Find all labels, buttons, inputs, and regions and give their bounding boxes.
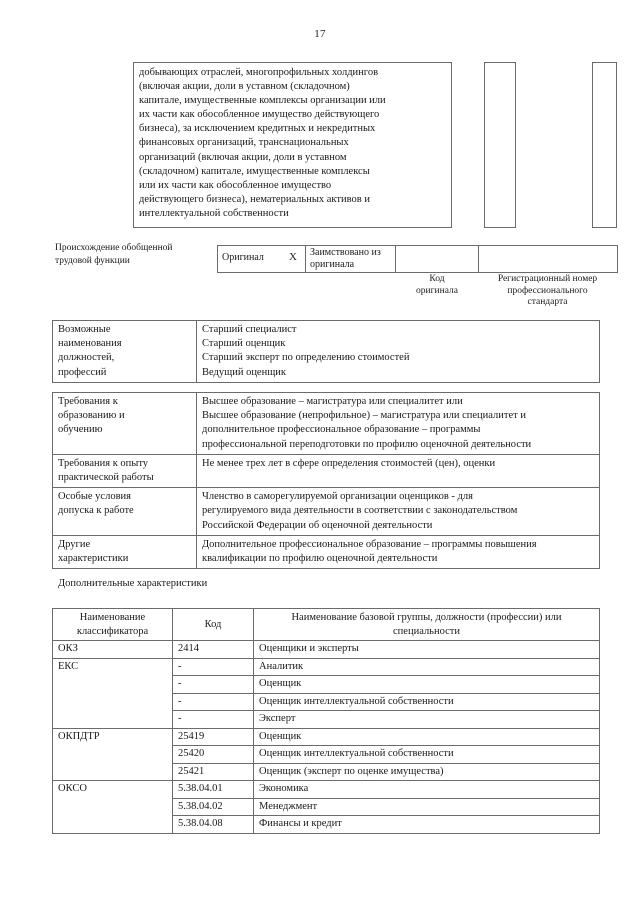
paragraph-line: их части как обособленное имущество действующего [139, 109, 380, 121]
origin-original-mark: X [289, 251, 297, 263]
caption-code-line2: оригинала [416, 285, 458, 296]
classifier-name-cell: ОКЗ [53, 641, 173, 659]
classifier-header-name [53, 609, 173, 641]
table-row [53, 393, 600, 455]
requirement-label-cell [53, 454, 197, 487]
classifier-code-cell: - [173, 658, 254, 676]
requirement-label-line: практической работы [58, 472, 154, 484]
requirement-label-line: обучению [58, 424, 103, 436]
classifier-code-cell: 5.38.04.08 [173, 816, 254, 834]
positions-label-line: должностей, [58, 352, 115, 364]
classifier-code-cell: 2414 [173, 641, 254, 659]
paragraph-line: (включая акции, доли в уставном (складочном) [139, 81, 350, 93]
caption-code-of-original [396, 274, 478, 297]
position-name: Старший специалист [202, 324, 297, 335]
positions-label-lines [58, 323, 191, 380]
requirement-label-line: характеристики [58, 553, 129, 565]
classifier-description-cell: Оценщик [254, 728, 600, 746]
table-row [53, 728, 600, 746]
classifier-table-head [53, 609, 600, 641]
positions-label-cell [53, 321, 197, 383]
classifier-description-cell: Оценщики и эксперты [254, 641, 600, 659]
table-row [53, 321, 600, 383]
requirement-value-cell [197, 488, 600, 536]
origin-row [218, 246, 618, 273]
table-row [53, 488, 600, 536]
requirement-value-cell [197, 393, 600, 455]
requirements-body [53, 393, 600, 569]
classifier-description-cell: Оценщик интеллектуальной собственности [254, 693, 600, 711]
classifier-header-description-line1: Наименование базовой группы, должности (профессии) или [291, 612, 562, 623]
paragraph-line: капитале, имущественные комплексы организации или [139, 95, 386, 107]
table-row [53, 658, 600, 676]
classifier-header-description-line2: специальности [393, 625, 460, 637]
classifier-code-cell: 25421 [173, 763, 254, 781]
continued-paragraph-box [133, 62, 452, 228]
positions-label-line: Возможные [58, 324, 111, 335]
classifier-header-description [254, 609, 600, 641]
paragraph-line: организаций (включая акции, доли в уставном [139, 151, 347, 163]
paragraph-line: интеллектуальной собственности [139, 207, 289, 219]
caption-reg-line3: стандарта [527, 297, 568, 307]
vertical-empty-box-left [484, 62, 516, 228]
requirement-label-line: Другие [58, 538, 91, 550]
paragraph-line: добывающих отраслей, многопрофильных холдингов [139, 67, 379, 78]
paragraph-line: или их части как обособленное имущество [139, 179, 332, 191]
paragraph-line: (складочном) капитале, имущественные комплексы [139, 165, 370, 177]
classifier-code-cell: - [173, 676, 254, 694]
classifier-description-cell: Эксперт [254, 711, 600, 729]
table-row [53, 641, 600, 659]
requirement-label-line: образованию и [58, 410, 125, 422]
table-header-row [53, 609, 600, 641]
classifier-code-cell: 5.38.04.02 [173, 798, 254, 816]
origin-borrowed-line2: оригинала [310, 259, 355, 270]
origin-cell-code[interactable] [396, 246, 479, 273]
possible-position-names-table [52, 320, 600, 383]
caption-code-line1: Код [429, 274, 445, 284]
classifier-description-cell: Оценщик [254, 676, 600, 694]
requirement-value-line: Российской Федерации об оценочной деятельности [202, 519, 433, 531]
positions-label-line: профессий [58, 366, 107, 378]
classifier-table [52, 608, 600, 834]
position-name: Старший оценщик [202, 338, 286, 350]
classifier-code-cell: 25420 [173, 746, 254, 764]
requirement-value-line: профессиональной переподготовки по профилю оценочной деятельности [202, 438, 532, 450]
classifier-header-name-line2: классификатора [76, 625, 149, 637]
requirement-label-cell [53, 535, 197, 568]
classifier-description-cell: Финансы и кредит [254, 816, 600, 834]
classifier-code-cell: - [173, 693, 254, 711]
positions-value-lines [202, 323, 594, 380]
origin-table [217, 245, 618, 273]
positions-label-line: наименования [58, 338, 122, 350]
classifier-name-cell: ОКСО [53, 781, 173, 834]
caption-registration-number [478, 274, 617, 309]
requirement-value-line: дополнительное профессиональное образование – программы [202, 424, 481, 436]
position-name: Старший эксперт по определению стоимостей [202, 352, 410, 364]
requirement-value-line: Членство в саморегулируемой организации оценщиков - для [202, 491, 473, 503]
vertical-empty-box-right [592, 62, 617, 228]
requirement-value-line: регулируемого вида деятельности в соответствии с законодательством [202, 505, 518, 517]
origin-original-label: Оригинал [222, 252, 264, 263]
paragraph-line: финансовых организаций, транснациональных [139, 137, 349, 149]
classifier-description-cell: Менеджмент [254, 798, 600, 816]
requirement-label-cell [53, 488, 197, 536]
requirement-label-cell [53, 393, 197, 455]
classifier-code-cell: - [173, 711, 254, 729]
classifier-description-cell: Аналитик [254, 658, 600, 676]
classifier-header-code: Код [173, 609, 254, 641]
requirement-value-cell [197, 535, 600, 568]
paragraph-line: бизнеса), за исключением кредитных и некредитных [139, 123, 376, 135]
origin-borrowed-line1: Заимствовано из [310, 247, 381, 258]
classifier-header-name-line1: Наименование [79, 612, 146, 623]
position-name: Ведущий оценщик [202, 366, 287, 378]
page-number: 17 [314, 28, 326, 40]
classifier-table-body [53, 641, 600, 834]
classifier-description-cell: Оценщик (эксперт по оценке имущества) [254, 763, 600, 781]
origin-cell-registration[interactable] [479, 246, 618, 273]
requirement-value-line: квалификации по профилю оценочной деятельности [202, 553, 438, 565]
table-row [53, 535, 600, 568]
classifier-description-cell: Оценщик интеллектуальной собственности [254, 746, 600, 764]
requirements-table [52, 392, 600, 569]
origin-label [55, 242, 205, 267]
additional-characteristics-label: Дополнительные характеристики [58, 578, 208, 589]
positions-values-cell [197, 321, 600, 383]
origin-cell-borrowed[interactable] [306, 246, 396, 273]
origin-label-line2: трудовой функции [55, 255, 130, 266]
origin-cell-original[interactable] [218, 246, 306, 273]
classifier-name-cell: ОКПДТР [53, 728, 173, 781]
requirement-value-line: Высшее образование (непрофильное) – магистратура или специалитет и [202, 410, 526, 422]
classifier-code-cell: 25419 [173, 728, 254, 746]
table-row [53, 454, 600, 487]
requirement-label-line: Требования к опыту [58, 457, 149, 469]
caption-reg-line2: профессионального [507, 285, 588, 296]
requirement-value-line: Не менее трех лет в сфере определения стоимостей (цен), оценки [202, 457, 496, 469]
origin-label-line1: Происхождение обобщенной [55, 243, 173, 253]
requirement-value-line: Высшее образование – магистратура или специалитет или [202, 396, 463, 407]
requirement-value-line: Дополнительное профессиональное образование – программы повышения [202, 538, 537, 550]
requirement-value-cell [197, 454, 600, 487]
table-row [53, 781, 600, 799]
paragraph-line: действующего бизнеса), нематериальных активов и [139, 193, 370, 205]
requirement-label-line: Требования к [58, 396, 118, 407]
caption-reg-line1: Регистрационный номер [497, 274, 598, 284]
requirement-label-line: допуска к работе [58, 505, 134, 517]
requirement-label-line: Особые условия [58, 491, 131, 503]
paragraph-lines [139, 66, 446, 221]
classifier-code-cell: 5.38.04.01 [173, 781, 254, 799]
classifier-name-cell: ЕКС [53, 658, 173, 728]
classifier-description-cell: Экономика [254, 781, 600, 799]
